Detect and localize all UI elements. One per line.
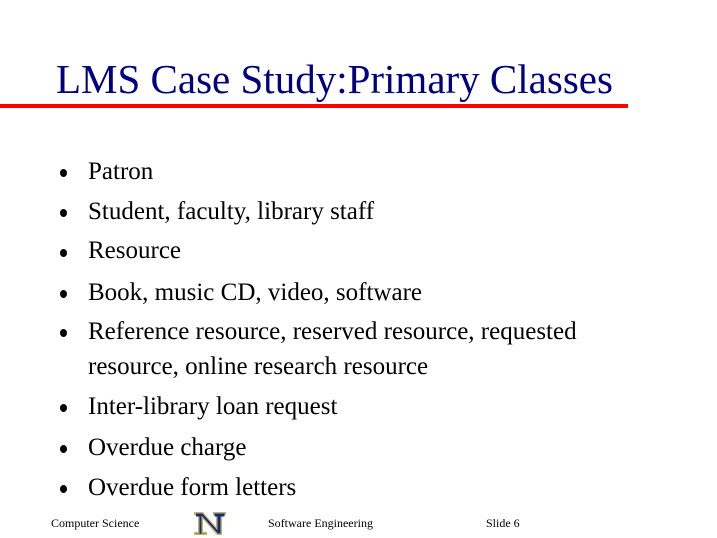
bullet-dot-icon xyxy=(60,290,67,298)
bullet-text: Inter-library loan request xyxy=(88,393,338,420)
bullet-dot-icon xyxy=(60,209,67,217)
bullet-dot-icon xyxy=(60,404,67,412)
bullet-text: Student, faculty, library staff xyxy=(88,198,375,225)
navy-n-logo-icon xyxy=(193,510,227,537)
bullet-text: Book, music CD, video, software xyxy=(88,279,422,306)
bullet-dot-icon xyxy=(60,329,67,337)
bullet-text: Reference resource, reserved resource, requested xyxy=(88,318,577,345)
slide-title: LMS Case Study:Primary Classes xyxy=(56,56,613,102)
bullet-text: Overdue form letters xyxy=(88,474,297,501)
footer-slide-number: Slide 6 xyxy=(486,516,520,530)
bullet-dot-icon xyxy=(60,445,67,453)
bullet-text-continuation: resource, online research resource xyxy=(88,353,429,380)
bullet-text: Overdue charge xyxy=(88,434,247,461)
bullet-text: Resource xyxy=(88,237,182,264)
bullet-dot-icon xyxy=(60,249,67,257)
bullet-dot-icon xyxy=(60,485,67,493)
footer-course: Software Engineering xyxy=(268,516,373,530)
bullet-dot-icon xyxy=(60,169,67,177)
footer-department: Computer Science xyxy=(51,516,140,530)
bullet-text: Patron xyxy=(88,158,154,185)
